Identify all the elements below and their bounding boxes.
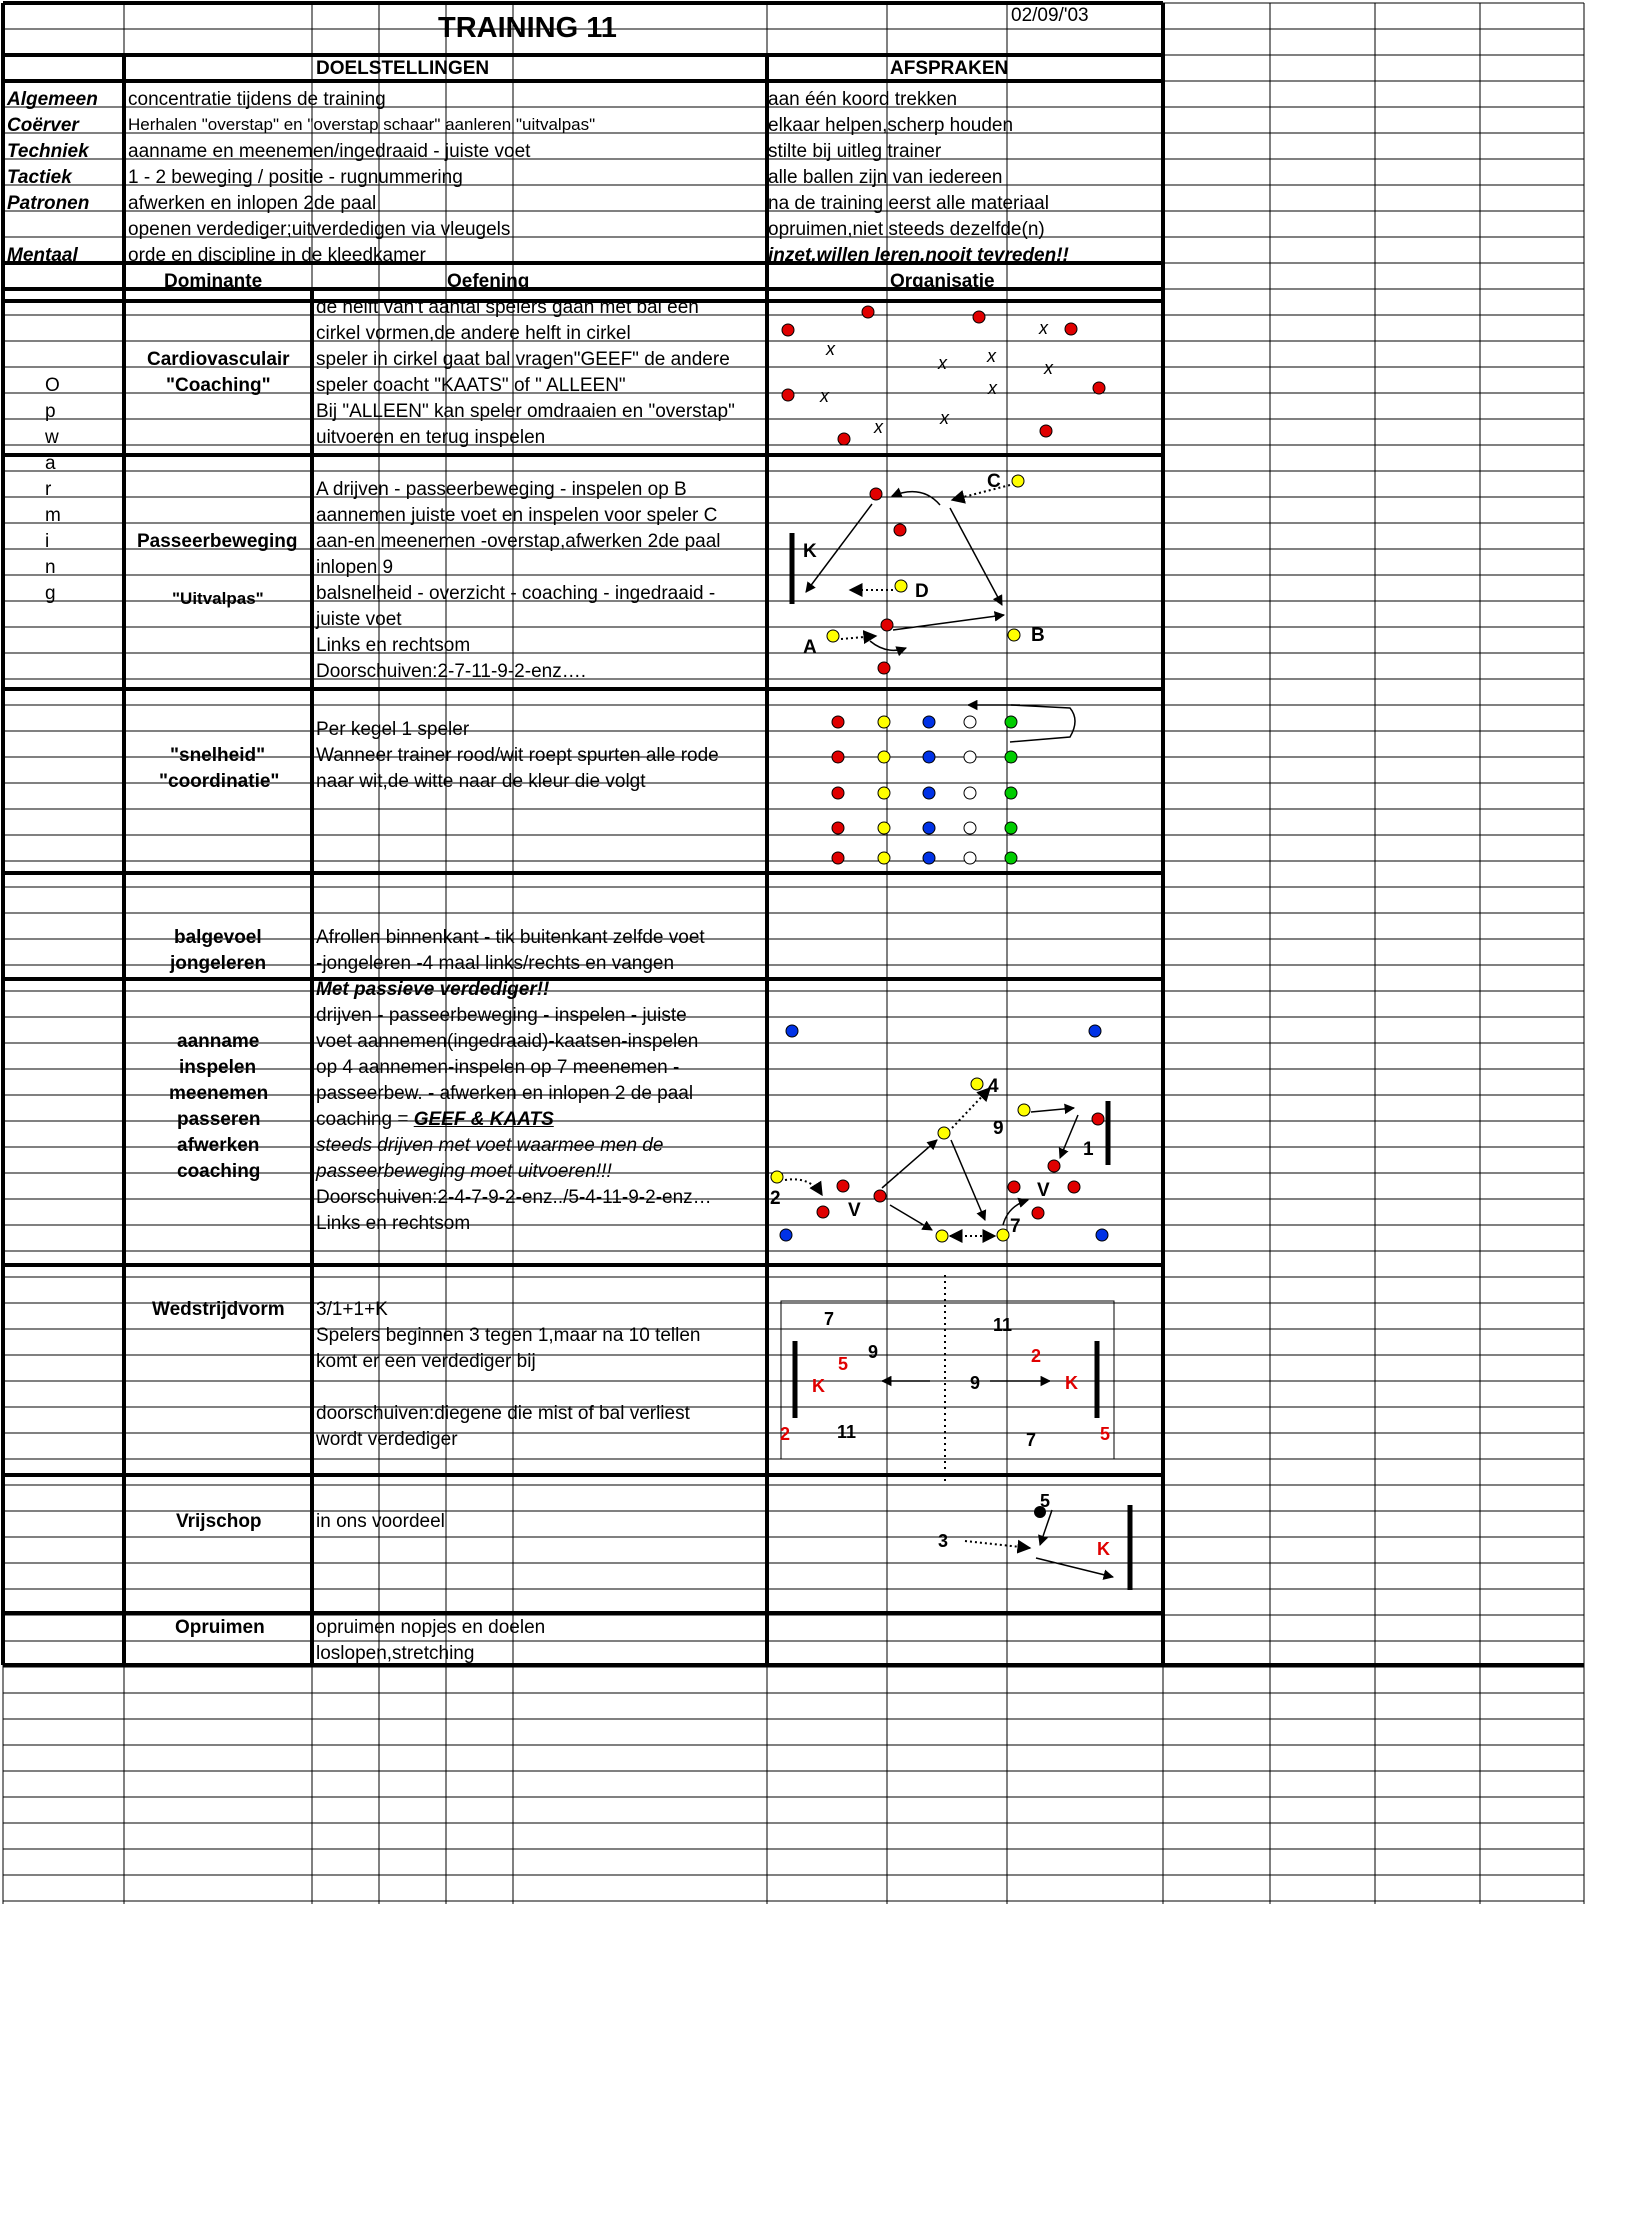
diagram-free-kick: [938, 1491, 1130, 1590]
x-marker: x: [987, 346, 996, 366]
oefening-line: speler in cirkel gaat bal vragen"GEEF" de andere: [316, 349, 730, 370]
afspraken-header: AFSPRAKEN: [890, 58, 1009, 79]
opwarming-letter: g: [45, 583, 56, 604]
goal-text: Herhalen "overstap" en "overstap schaar" aanleren "uitvalpas": [128, 115, 596, 134]
green-cone: [1005, 822, 1017, 834]
oefening-line: 3/1+1+K: [316, 1299, 388, 1320]
x-marker: x: [1039, 318, 1048, 338]
player-number: 7: [1026, 1430, 1037, 1450]
oefening-line: speler coacht "KAATS" of " ALLEEN": [316, 375, 626, 396]
player-label: B: [1031, 625, 1045, 646]
red-player: [1068, 1181, 1080, 1193]
oefening-line: balsnelheid - overzicht - coaching - ingedraaid -: [316, 583, 716, 604]
blue-cone: [923, 716, 935, 728]
player-number: 9: [868, 1342, 879, 1362]
goal-text: 1 - 2 beweging / positie - rugnummering: [128, 167, 463, 188]
organisatie-header: Organisatie: [890, 271, 995, 292]
yellow-player: [997, 1229, 1009, 1241]
player-number: 2: [770, 1188, 781, 1209]
blue-cone: [780, 1229, 792, 1241]
dominante-text: Passeerbeweging: [137, 531, 298, 552]
blue-cone: [923, 852, 935, 864]
red-cone: [832, 852, 844, 864]
oefening-line: -jongeleren -4 maal links/rechts en vangen: [316, 953, 675, 974]
oefening-line: doorschuiven:diegene die mist of bal verliest: [316, 1403, 690, 1424]
red-player: [782, 389, 794, 401]
dominante-text: passeren: [177, 1109, 261, 1130]
yellow-player: [1018, 1104, 1030, 1116]
x-marker: x: [826, 339, 835, 359]
white-cone: [964, 787, 976, 799]
date-label: 02/09/'03: [1011, 5, 1089, 26]
player-number: 11: [993, 1315, 1013, 1335]
oefening-header-line: Met passieve verdediger!!: [316, 979, 550, 1000]
agreement-text: alle ballen zijn van iedereen: [768, 167, 1003, 188]
red-player: [782, 324, 794, 336]
opwarming-letter: O: [45, 375, 60, 396]
goal-category: Mentaal: [7, 245, 78, 266]
diagram-circle-drill: [782, 306, 1105, 445]
yellow-player: [1008, 629, 1020, 641]
page-title: TRAINING 11: [438, 12, 617, 44]
goal-text: afwerken en inlopen 2de paal: [128, 193, 377, 214]
coaching-prefix: coaching =: [316, 1109, 414, 1130]
dominante-text: "snelheid": [170, 745, 266, 766]
red-player: [1008, 1181, 1020, 1193]
x-marker: x: [874, 417, 883, 437]
green-cone: [1005, 716, 1017, 728]
red-player: [1032, 1207, 1044, 1219]
oefening-line: wordt verdediger: [316, 1429, 458, 1450]
oefening-line: uitvoeren en terug inspelen: [316, 427, 546, 448]
oefening-line: naar wit,de witte naar de kleur die volgt: [316, 771, 646, 792]
yellow-player: [827, 630, 839, 642]
green-cone: [1005, 751, 1017, 763]
oefening-line: voet aannemen(ingedraaid)-kaatsen-inspelen: [316, 1031, 699, 1052]
opwarming-letter: n: [45, 557, 56, 578]
player-number: 7: [824, 1309, 835, 1329]
red-cone: [832, 751, 844, 763]
doelstellingen-header: DOELSTELLINGEN: [316, 58, 490, 79]
dominante-text: afwerken: [177, 1135, 260, 1156]
white-cone: [964, 751, 976, 763]
agreement-text: opruimen,niet steeds dezelfde(n): [768, 219, 1045, 240]
red-player: [973, 311, 985, 323]
player-number: 7: [1010, 1216, 1021, 1237]
oefening-line: Bij "ALLEEN" kan speler omdraaien en "overstap": [316, 401, 735, 422]
oefening-line: Doorschuiven:2-7-11-9-2-enz….: [316, 661, 586, 682]
opwarming-letter: i: [45, 531, 50, 552]
white-cone: [964, 716, 976, 728]
red-player: [1048, 1160, 1060, 1172]
dominante-text: aanname: [177, 1031, 260, 1052]
dominante-text: "Coaching": [166, 375, 271, 396]
player-number: 4: [988, 1076, 999, 1097]
oefening-header: Oefening: [447, 271, 530, 292]
oefening-line: passeerbeweging moet uitvoeren!!!: [316, 1161, 612, 1182]
x-marker: x: [988, 378, 997, 398]
red-player: [1093, 382, 1105, 394]
white-cone: [964, 852, 976, 864]
x-marker: x: [1044, 358, 1053, 378]
yellow-cone: [878, 751, 890, 763]
red-cone: [832, 787, 844, 799]
player-number: 2: [1031, 1346, 1042, 1366]
agreement-text: inzet,willen leren,nooit tevreden!!: [768, 245, 1069, 266]
player-number: 1: [1083, 1139, 1094, 1160]
oefening-line: Wanneer trainer rood/wit roept spurten alle rode: [316, 745, 719, 766]
goal-category: Coërver: [7, 115, 79, 136]
diagram-cone-rows: [832, 705, 1075, 864]
goal-text: aanname en meenemen/ingedraaid - juiste voet: [128, 141, 531, 162]
blue-cone: [1089, 1025, 1101, 1037]
red-player: [870, 488, 882, 500]
oefening-line: cirkel vormen,de andere helft in cirkel: [316, 323, 631, 344]
dominante-text: Wedstrijdvorm: [152, 1299, 285, 1320]
defender-label: V: [1037, 1180, 1050, 1201]
dominante-text: Cardiovasculair: [147, 349, 290, 370]
blue-cone: [923, 822, 935, 834]
oefening-line: steeds drijven met voet waarmee men de: [316, 1135, 664, 1156]
player-label: K: [803, 541, 817, 562]
player-number: 5: [1100, 1424, 1111, 1444]
dominante-text: Vrijschop: [176, 1511, 262, 1532]
green-cone: [1005, 852, 1017, 864]
player-label: D: [915, 581, 929, 602]
oefening-line: A drijven - passeerbeweging - inspelen op B: [316, 479, 687, 500]
goal-category: Patronen: [7, 193, 90, 214]
blue-cone: [1096, 1229, 1108, 1241]
red-player: [837, 1180, 849, 1192]
opwarming-letter: r: [45, 479, 52, 500]
red-player: [878, 662, 890, 674]
oefening-line: aan-en meenemen -overstap,afwerken 2de paal: [316, 531, 721, 552]
oefening-line: Spelers beginnen 3 tegen 1,maar na 10 tellen: [316, 1325, 701, 1346]
agreement-text: aan één koord trekken: [768, 89, 958, 110]
coaching-emphasis: GEEF & KAATS: [413, 1109, 554, 1130]
goal-text: orde en discipline in de kleedkamer: [128, 245, 426, 266]
yellow-player: [1012, 475, 1024, 487]
keeper-label: K: [1065, 1373, 1078, 1393]
oefening-line: Doorschuiven:2-4-7-9-2-enz../5-4-11-9-2-enz…: [316, 1187, 712, 1208]
player-number: 11: [837, 1422, 857, 1442]
player-number: 3: [938, 1531, 949, 1551]
oefening-line: Per kegel 1 speler: [316, 719, 470, 740]
goal-text: openen verdediger;uitverdedigen via vleugels: [128, 219, 511, 240]
player-number: 2: [780, 1424, 791, 1444]
red-player: [838, 433, 850, 445]
yellow-player: [895, 580, 907, 592]
opwarming-letter: a: [45, 453, 56, 474]
red-player: [817, 1206, 829, 1218]
oefening-line: drijven - passeerbeweging - inspelen - juiste: [316, 1005, 687, 1026]
x-marker: x: [940, 408, 949, 428]
player-label: C: [987, 471, 1001, 492]
opwarming-letter: w: [45, 427, 59, 448]
yellow-cone: [878, 822, 890, 834]
player-number: 9: [993, 1118, 1004, 1139]
yellow-player: [938, 1127, 950, 1139]
oefening-line: Afrollen binnenkant - tik buitenkant zelfde voet: [316, 927, 705, 948]
yellow-player: [971, 1078, 983, 1090]
dominante-text: inspelen: [179, 1057, 257, 1078]
red-cone: [832, 716, 844, 728]
dominante-text: balgevoel: [174, 927, 262, 948]
player-number: 5: [1040, 1491, 1051, 1511]
yellow-cone: [878, 716, 890, 728]
goal-text: concentratie tijdens de training: [128, 89, 386, 110]
red-player: [874, 1190, 886, 1202]
red-player: [1040, 425, 1052, 437]
keeper-label: K: [812, 1376, 825, 1396]
x-marker: x: [820, 386, 829, 406]
dominante-text: jongeleren: [170, 953, 267, 974]
oefening-line: Links en rechtsom: [316, 635, 471, 656]
agreement-text: na de training eerst alle materiaal: [768, 193, 1049, 214]
blue-cone: [923, 751, 935, 763]
agreement-text: elkaar helpen,scherp houden: [768, 115, 1014, 136]
red-player: [862, 306, 874, 318]
opwarming-letter: m: [45, 505, 61, 526]
dominante-text: "Uitvalpas": [172, 589, 264, 608]
red-player: [1065, 323, 1077, 335]
defender-label: V: [848, 1200, 861, 1221]
x-marker: x: [938, 353, 947, 373]
red-cone: [832, 822, 844, 834]
oefening-line: inlopen 9: [316, 557, 394, 578]
oefening-line: opruimen nopjes en doelen: [316, 1617, 546, 1638]
dominante-text: "coordinatie": [159, 771, 280, 792]
dominante-text: meenemen: [169, 1083, 269, 1104]
yellow-player: [771, 1171, 783, 1183]
blue-cone: [786, 1025, 798, 1037]
diagram-passing-pattern: [792, 471, 1045, 674]
player-number: 9: [970, 1373, 981, 1393]
agreement-text: stilte bij uitleg trainer: [768, 141, 942, 162]
blue-cone: [923, 787, 935, 799]
goal-category: Algemeen: [7, 89, 98, 110]
oefening-line: loslopen,stretching: [316, 1643, 475, 1664]
player-number: 5: [838, 1354, 849, 1374]
oefening-line: Links en rechtsom: [316, 1213, 471, 1234]
goal-category: Tactiek: [7, 167, 72, 188]
oefening-line: de helft van't aantal spelers gaan met bal een: [316, 297, 699, 318]
dominante-text: coaching: [177, 1161, 261, 1182]
opwarming-letter: p: [45, 401, 56, 422]
goal-category: Techniek: [7, 141, 89, 162]
red-player: [881, 619, 893, 631]
red-player: [1092, 1113, 1104, 1125]
player-label: A: [803, 637, 817, 658]
diagram-match-form: [780, 1275, 1114, 1485]
oefening-line: passeerbew. - afwerken en inlopen 2 de paal: [316, 1083, 694, 1104]
oefening-line: komt er een verdediger bij: [316, 1351, 536, 1372]
keeper-label: K: [1097, 1539, 1110, 1559]
diagram-passive-defender: [770, 1025, 1108, 1242]
yellow-cone: [878, 852, 890, 864]
yellow-cone: [878, 787, 890, 799]
oefening-line: juiste voet: [316, 609, 402, 630]
dominante-text: Opruimen: [175, 1617, 265, 1638]
white-cone: [964, 822, 976, 834]
oefening-line: in ons voordeel: [316, 1511, 445, 1532]
dominante-header: Dominante: [164, 271, 263, 292]
oefening-line: op 4 aannemen-inspelen op 7 meenemen -: [316, 1057, 680, 1078]
green-cone: [1005, 787, 1017, 799]
oefening-line: aannemen juiste voet en inspelen voor speler C: [316, 505, 718, 526]
red-player: [894, 524, 906, 536]
yellow-player: [936, 1230, 948, 1242]
